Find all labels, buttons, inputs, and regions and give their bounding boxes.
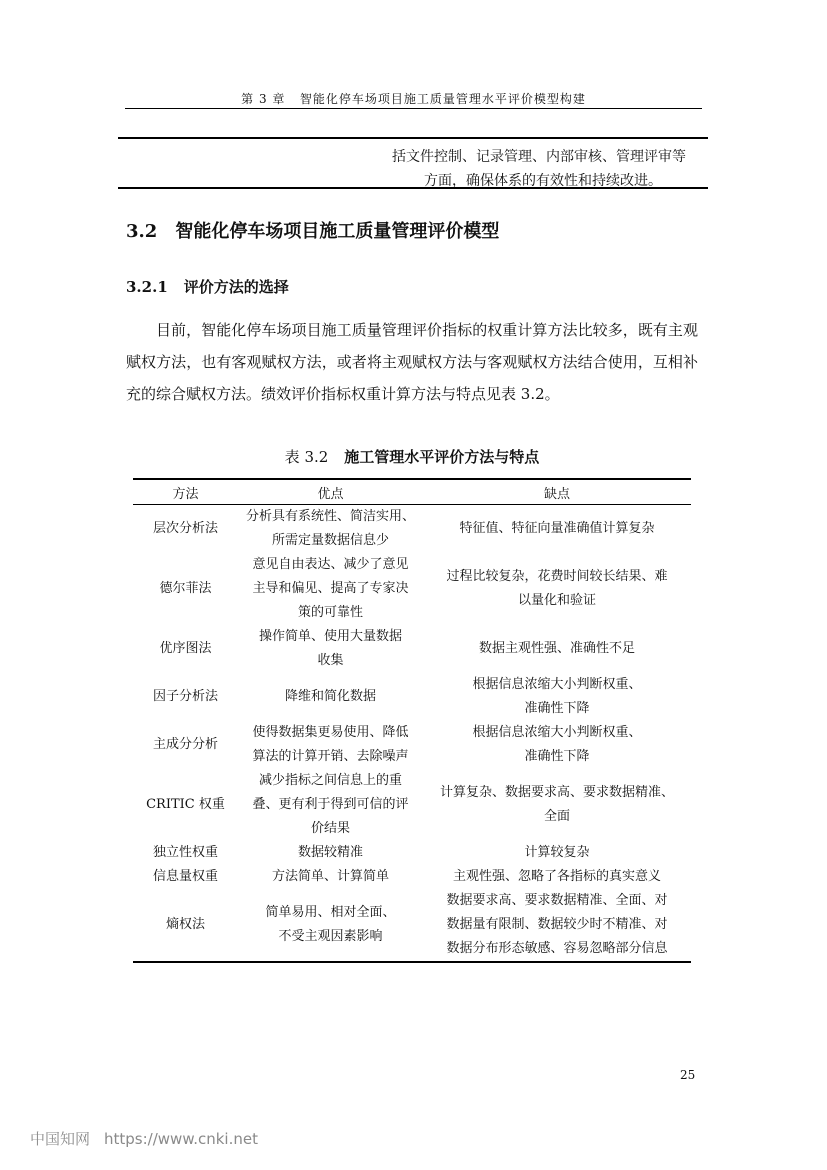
method-cell: 层次分析法 (152, 521, 218, 536)
subsection-number: 3.2.1 (126, 278, 168, 296)
table-row (133, 505, 691, 554)
pros-cell-line: 主导和偏见、提高了专家决 (252, 581, 409, 596)
cons-cell-line: 准确性下降 (524, 749, 590, 764)
pros-cell (238, 841, 423, 865)
pros-cell-line: 策的可靠性 (297, 605, 363, 620)
section-heading (126, 217, 499, 243)
pros-cell (238, 625, 423, 673)
table-row (133, 769, 691, 841)
pros-cell-line: 使得数据集更易使用、降低 (252, 725, 409, 740)
continued-table-top-rule (118, 137, 708, 139)
section-number: 3.2 (126, 221, 158, 242)
header-title: 智能化停车场项目施工质量管理水平评价模型构建 (299, 92, 586, 106)
cons-cell-line: 数据主观性强、准确性不足 (478, 641, 635, 656)
pros-cell (238, 673, 423, 721)
cons-cell (423, 625, 691, 673)
pros-cell-line: 不受主观因素影响 (278, 929, 383, 944)
pros-cell-line: 叠、更有利于得到可信的评 (252, 797, 409, 812)
header-rule (125, 108, 702, 109)
table-row (133, 889, 691, 962)
pros-cell-line: 减少指标之间信息上的重 (258, 773, 402, 788)
method-cell: 因子分析法 (152, 689, 218, 704)
pros-cell-line: 数据较精准 (297, 845, 363, 860)
continued-line: 括文件控制、记录管理、内部审核、管理评审等 (392, 149, 686, 165)
cons-cell-line: 主观性强、忽略了各指标的真实意义 (452, 869, 661, 884)
cons-cell-line: 特征值、特征向量准确值计算复杂 (459, 521, 655, 536)
pros-cell-line: 方法简单、计算简单 (271, 869, 389, 884)
continued-line: 方面，确保体系的有效性和持续改进。 (424, 173, 662, 189)
table-row (133, 553, 691, 625)
table-row (133, 721, 691, 769)
method-cell: 独立性权重 (152, 845, 218, 860)
pros-cell-line: 收集 (317, 653, 344, 668)
subsection-heading (126, 276, 289, 297)
cons-cell-line: 计算较复杂 (524, 845, 590, 860)
table-row (133, 865, 691, 889)
cons-cell-line: 根据信息浓缩大小判断权重、 (472, 677, 642, 692)
watermark-url: https://www.cnki.net (104, 1130, 258, 1148)
method-cell: 德尔菲法 (159, 581, 212, 596)
pros-cell (238, 505, 423, 554)
pros-cell-line: 算法的计算开销、去除噪声 (252, 749, 409, 764)
method-cell: 主成分分析 (152, 737, 218, 752)
header-pros: 优点 (238, 479, 423, 505)
cons-cell-line: 根据信息浓缩大小判断权重、 (472, 725, 642, 740)
continued-table-cell (392, 145, 712, 193)
cons-cell-line: 过程比较复杂，花费时间较长结果、难 (446, 569, 668, 584)
cons-cell-line: 计算复杂、数据要求高、要求数据精准、 (439, 785, 674, 800)
table-row (133, 841, 691, 865)
table-row (133, 673, 691, 721)
header-cons: 缺点 (423, 479, 691, 505)
table-caption-text: 施工管理水平评价方法与特点 (344, 448, 540, 466)
pros-cell (238, 889, 423, 962)
pros-cell-line: 操作简单、使用大量数据 (258, 629, 402, 644)
cons-cell (423, 841, 691, 865)
header-chapter: 第 3 章 (241, 92, 286, 106)
method-cell: 优序图法 (159, 641, 212, 656)
page-number: 25 (680, 1068, 696, 1082)
cons-cell-line: 数据分布形态敏感、容易忽略部分信息 (446, 941, 668, 956)
pros-cell-line: 价结果 (310, 821, 350, 836)
table-header-row (133, 479, 691, 505)
cons-cell (423, 769, 691, 841)
cons-cell (423, 673, 691, 721)
subsection-title: 评价方法的选择 (183, 278, 289, 296)
cons-cell-line: 全面 (543, 809, 570, 824)
running-header (125, 90, 702, 107)
pros-cell-line: 降维和简化数据 (284, 689, 376, 704)
cons-cell-line: 数据量有限制、数据较少时不精准、对 (446, 917, 668, 932)
cons-cell (423, 505, 691, 554)
cons-cell (423, 721, 691, 769)
cons-cell-line: 准确性下降 (524, 701, 590, 716)
watermark-site: 中国知网 (30, 1130, 91, 1148)
pros-cell-line: 所需定量数据信息少 (271, 533, 389, 548)
pros-cell (238, 721, 423, 769)
pros-cell (238, 769, 423, 841)
table-caption (126, 446, 698, 467)
pros-cell (238, 865, 423, 889)
pros-cell-line: 分析具有系统性、简洁实用、 (245, 509, 415, 524)
cons-cell (423, 553, 691, 625)
cons-cell (423, 865, 691, 889)
method-cell: 熵权法 (133, 889, 238, 962)
table-number: 表 3.2 (284, 448, 329, 466)
continued-table-bottom-rule (118, 187, 708, 189)
method-cell: CRITIC 权重 (146, 797, 225, 812)
cons-cell-line: 以量化和验证 (517, 593, 596, 608)
pros-cell-line: 意见自由表达、减少了意见 (252, 557, 409, 572)
cons-cell (423, 889, 691, 962)
method-cell: 信息量权重 (152, 869, 218, 884)
table-row (133, 625, 691, 673)
methods-table (133, 478, 691, 963)
cons-cell-line: 数据要求高、要求数据精准、全面、对 (446, 893, 668, 908)
table-body (133, 505, 691, 963)
pros-cell (238, 553, 423, 625)
section-title: 智能化停车场项目施工质量管理评价模型 (175, 221, 500, 242)
pros-cell-line: 简单易用、相对全面、 (265, 905, 396, 920)
watermark (30, 1128, 258, 1149)
header-method: 方法 (133, 479, 238, 505)
body-paragraph: 目前，智能化停车场项目施工质量管理评价指标的权重计算方法比较多，既有主观赋权方法，也有客观赋权方法，或者将主观赋权方法与客观赋权方法结合使用，互相补充的综合赋权方法。绩效评价指标权重计算方法与特点见表 3.2。 (126, 321, 698, 403)
